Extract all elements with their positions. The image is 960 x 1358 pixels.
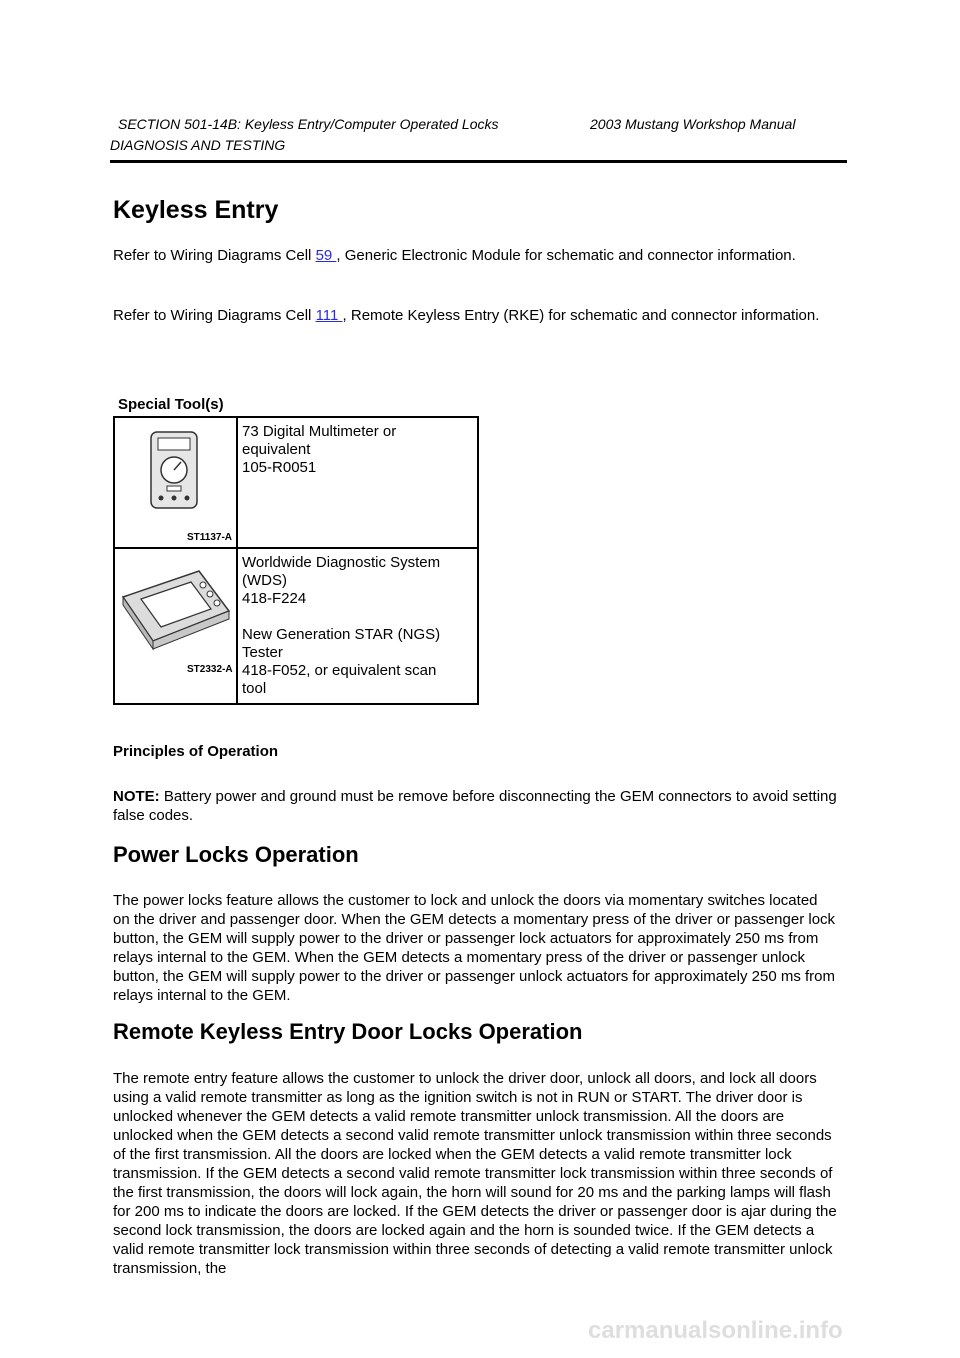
- tool-image-cell: [114, 548, 237, 704]
- tool-line: Tester: [242, 644, 283, 661]
- tool-line: tool: [242, 680, 267, 697]
- tool-line: 105-R0051: [242, 459, 317, 476]
- tool-line: equivalent: [242, 441, 311, 458]
- tool-line: (WDS): [242, 572, 287, 589]
- multimeter-icon: [115, 418, 236, 537]
- power-locks-text: The power locks feature allows the customer to lock and unlock the doors via momentary switches located on the driver and passenger door. When the GEM detects a momentary press of the driver or passenger lock button, the GEM will supply power to the driver or passenger lock actuators for approximately 250 ms from relays internal to the GEM. When the GEM detects a momentary press of the driver or passenger unlock button, the GEM will supply power to the driver or passenger unlock actuators for approximately 250 ms from relays internal to the GEM.: [113, 892, 836, 1004]
- tool-line: 418-F224: [242, 590, 307, 607]
- reference-1-post: , Generic Electronic Module for schematic and connector information.: [336, 247, 796, 264]
- note-label: NOTE:: [113, 788, 160, 805]
- header-section: SECTION 501-14B: Keyless Entry/Computer Operated Locks: [118, 116, 499, 132]
- tool-line-spacer: [242, 608, 473, 626]
- header-divider: [110, 160, 847, 163]
- reference-paragraph-2: [113, 306, 838, 325]
- multimeter-illustration: [115, 418, 236, 547]
- power-locks-heading: Power Locks Operation: [113, 842, 359, 867]
- rke-locks-heading: Remote Keyless Entry Door Locks Operation: [113, 1019, 583, 1044]
- note-paragraph: [113, 787, 838, 825]
- page-title: Keyless Entry: [113, 196, 279, 224]
- wiring-cell-111-link[interactable]: 111: [315, 307, 343, 324]
- special-tools-table: [113, 416, 479, 705]
- tool-line: Worldwide Diagnostic System: [242, 554, 441, 571]
- watermark: carmanualsonline.info: [588, 1317, 843, 1344]
- reference-2-post: , Remote Keyless Entry (RKE) for schematic and connector information.: [342, 307, 820, 324]
- rke-locks-text: The remote entry feature allows the customer to unlock the driver door, unlock all doors, and lock all doors using a valid remote transmitter as long as the ignition switch is not in RUN or START. The driver door is unlocked whenever the GEM detects a valid remote transmitter unlock transmission. All the doors are unlocked when the GEM detects a second valid remote transmitter unlock transmission within three seconds of the first transmission. All the doors are locked when the GEM detects a valid remote transmitter lock transmission. If the GEM detects a second valid remote transmitter lock transmission within three seconds of the first transmission, the doors will lock again, the horn will sound for 20 ms and the parking lamps will flash for 200 ms to indicate the doors are locked. If the GEM detects the driver or passenger door is ajar during the second lock transmission, the doors are locked again and the horn is sounded twice. If the GEM detects a valid remote transmitter lock transmission within three seconds of detecting a valid remote transmitter unlock transmission, the: [113, 1070, 837, 1277]
- tool-line: 73 Digital Multimeter or: [242, 423, 397, 440]
- reference-2-pre: Refer to Wiring Diagrams Cell: [113, 307, 316, 324]
- principles-heading: Principles of Operation: [113, 743, 279, 760]
- figure-label: ST2332-A: [187, 664, 233, 675]
- tool-description: [237, 417, 478, 548]
- reference-1-pre: Refer to Wiring Diagrams Cell: [113, 247, 316, 264]
- header-manual: 2003 Mustang Workshop Manual: [590, 116, 796, 132]
- tool-line: 418-F052, or equivalent scan: [242, 662, 437, 679]
- tool-description: [237, 548, 478, 704]
- figure-label: ST1137-A: [187, 532, 233, 543]
- special-tools-label: Special Tool(s): [118, 396, 224, 413]
- reference-paragraph-1: [113, 246, 838, 265]
- note-text: Battery power and ground must be remove before disconnecting the GEM connectors to avoid setting false codes.: [113, 788, 837, 824]
- wiring-cell-59-link[interactable]: 59: [315, 247, 337, 264]
- tool-row: [114, 417, 478, 548]
- header-subtitle: DIAGNOSIS AND TESTING: [110, 137, 286, 153]
- tool-image-cell: [114, 417, 237, 548]
- tool-row: [114, 548, 478, 704]
- wds-illustration: [115, 549, 236, 703]
- tool-line: New Generation STAR (NGS): [242, 626, 441, 643]
